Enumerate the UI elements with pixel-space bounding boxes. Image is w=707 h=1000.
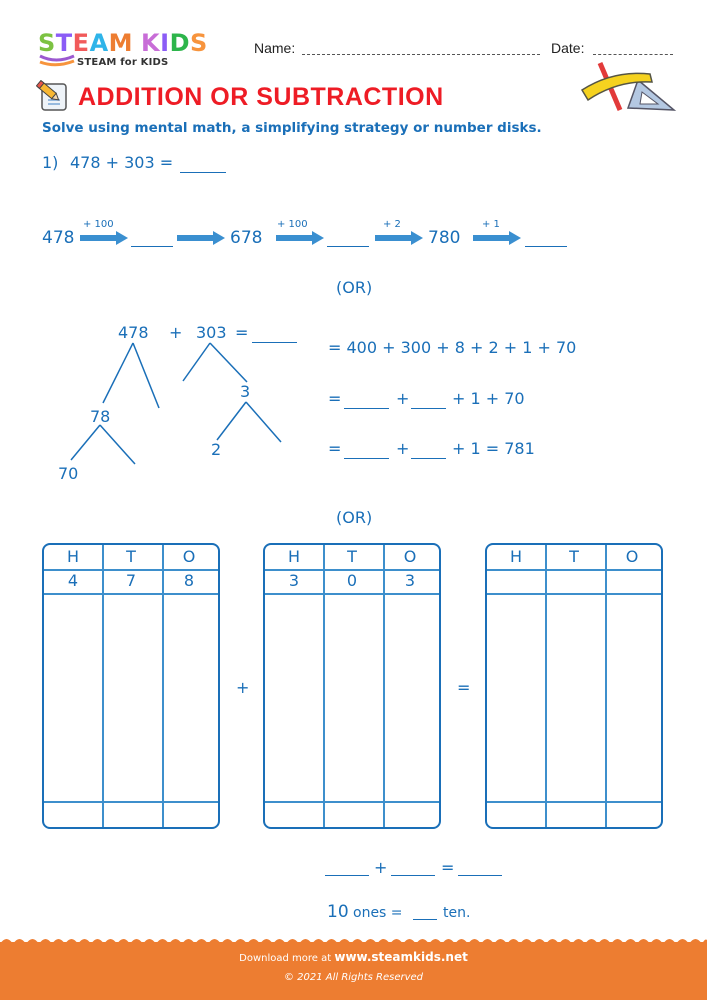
sum-plus: +: [374, 858, 388, 877]
logo-letter: E: [72, 29, 90, 57]
value-tens: 7: [125, 571, 137, 590]
table-header-row: [265, 546, 439, 568]
date-label: Date:: [551, 40, 585, 56]
name-field[interactable]: [302, 54, 540, 55]
sum-equals: =: [441, 858, 455, 877]
step-label: + 100: [83, 219, 114, 230]
logo-letter: A: [89, 29, 109, 57]
equation-blank[interactable]: [344, 408, 389, 409]
problem-number: 1): [42, 153, 59, 172]
equation-line-3-suffix: + 1 = 781: [452, 439, 535, 458]
ten-word: ten.: [443, 905, 471, 921]
name-label: Name:: [254, 40, 296, 56]
header-hundreds: H: [509, 547, 523, 566]
download-text: Download more at: [239, 953, 332, 964]
footer-copyright: © 2021 All Rights Reserved: [283, 972, 424, 983]
table-value-row: [265, 570, 439, 592]
logo-letter: D: [169, 29, 191, 57]
tree-branches: [30, 340, 310, 470]
step-label: + 1: [482, 219, 500, 230]
step-value: 780: [428, 228, 461, 248]
step-blank[interactable]: [327, 246, 369, 247]
header-tens: T: [569, 547, 579, 566]
footer: [0, 942, 707, 1000]
problem-expression: 478 + 303 =: [70, 153, 174, 172]
ruler-triangle-icon: [578, 60, 678, 116]
logo-letter: I: [160, 29, 170, 57]
header-ones: O: [625, 547, 639, 566]
arrow-icon: [473, 231, 523, 245]
place-value-table-3: [485, 543, 663, 829]
header-tens: T: [126, 547, 136, 566]
tree-left-leaf-value: 70: [58, 464, 79, 483]
arrow-icon: [80, 231, 130, 245]
or-label: (OR): [336, 278, 373, 297]
step-blank[interactable]: [525, 246, 567, 247]
equation-line-1: = 400 + 300 + 8 + 2 + 1 + 70: [328, 338, 577, 357]
arrow-icon: [177, 231, 227, 245]
tree-plus: +: [169, 323, 183, 342]
sum-blank-2[interactable]: [391, 875, 435, 876]
value-ones: 3: [404, 571, 416, 590]
equation-blank[interactable]: [344, 458, 389, 459]
equation-plus: +: [396, 389, 410, 408]
steam-kids-logo: [38, 30, 238, 70]
logo-letter: S: [38, 29, 56, 57]
equation-plus: +: [396, 439, 410, 458]
pencil-paper-icon: [36, 80, 70, 112]
value-tens: 0: [346, 571, 358, 590]
plus-operator: +: [236, 678, 250, 697]
tree-right-branch-value: 3: [240, 382, 251, 401]
scallop-border: [0, 934, 707, 944]
tree-equals: =: [235, 323, 249, 342]
instructions-text: Solve using mental math, a simplifying strategy or number disks.: [42, 120, 542, 136]
table-value-row: [44, 570, 218, 592]
tree-right-leaf-value: 2: [211, 440, 222, 459]
logo-letter: T: [55, 29, 73, 57]
ones-word: ones =: [353, 905, 403, 921]
tree-left-number: 478: [118, 323, 149, 342]
place-value-table-2: [263, 543, 441, 829]
place-value-table-1: [42, 543, 220, 829]
logo-letter: M: [108, 29, 134, 57]
footer-download: [0, 950, 707, 964]
value-hundreds: 3: [288, 571, 300, 590]
equation-blank[interactable]: [411, 458, 446, 459]
equation-line-2-prefix: =: [328, 389, 342, 408]
arrow-icon: [375, 231, 425, 245]
sum-blank-1[interactable]: [325, 875, 369, 876]
arrow-icon: [276, 231, 326, 245]
equation-line-3-prefix: =: [328, 439, 342, 458]
step-label: + 100: [277, 219, 308, 230]
footer-url-link[interactable]: www.steamkids.net: [334, 950, 468, 964]
logo-letter: S: [190, 29, 208, 57]
header-hundreds: H: [287, 547, 301, 566]
table-header-row: [44, 546, 218, 568]
logo-subtitle: STEAM for KIDS: [77, 57, 169, 68]
header-hundreds: H: [66, 547, 80, 566]
date-field[interactable]: [593, 54, 673, 55]
step-blank[interactable]: [131, 246, 173, 247]
ones-prefix: 10: [327, 902, 349, 922]
header-ones: O: [182, 547, 196, 566]
sum-blank-3[interactable]: [458, 875, 502, 876]
or-label: (OR): [336, 508, 373, 527]
value-hundreds: 4: [67, 571, 79, 590]
header-tens: T: [347, 547, 357, 566]
logo-swoosh-icon: [38, 52, 78, 68]
answer-blank[interactable]: [180, 172, 226, 173]
tree-left-branch-value: 78: [90, 407, 111, 426]
logo-letter: K: [141, 29, 161, 57]
value-ones: 8: [183, 571, 195, 590]
step-label: + 2: [383, 219, 401, 230]
equation-line-2-suffix: + 1 + 70: [452, 389, 525, 408]
tree-right-number: 303: [196, 323, 227, 342]
header-ones: O: [403, 547, 417, 566]
step-value: 678: [230, 228, 263, 248]
page-title: ADDITION OR SUBTRACTION: [78, 83, 444, 111]
number-line-start: 478: [42, 228, 75, 248]
ten-blank[interactable]: [413, 919, 437, 920]
table-header-row: [487, 546, 661, 568]
equals-operator: =: [457, 678, 471, 697]
equation-blank[interactable]: [411, 408, 446, 409]
